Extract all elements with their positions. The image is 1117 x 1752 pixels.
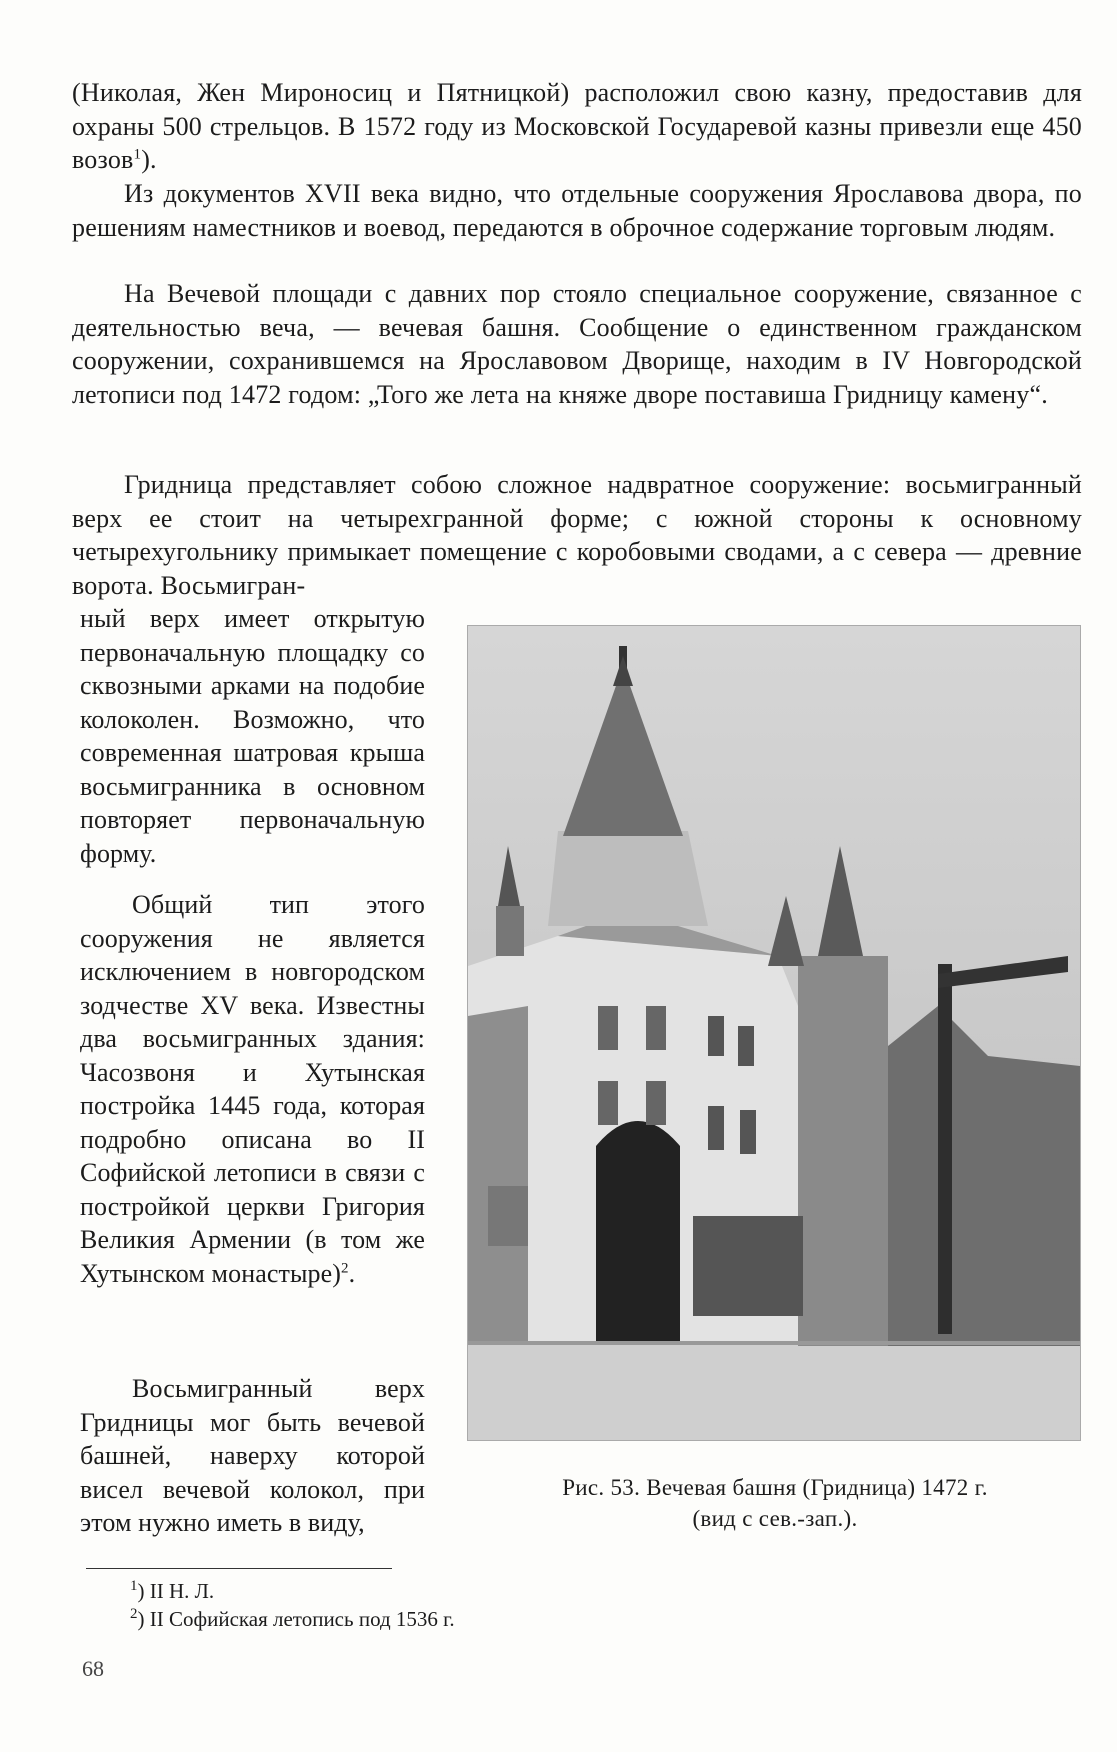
page-number: 68 <box>82 1656 104 1681</box>
footnote-divider <box>86 1568 392 1569</box>
paragraph-4-wide: Гридница представляет собою сложное надвратное сооружение: восьмигранный верх ее стоит на четырехгранной форме; с южной стороны к основному четырехугольнику примыкает помещение с коробовыми сводами, а с севера — древние ворота. Восьмигран- <box>72 470 1082 600</box>
footnote-1: $^1$) II Н. Л. <box>130 1578 215 1603</box>
paragraph-4-column: ный верх имеет открытую первоначальную площадку со сквозными арками на подобие колоколен. Возможно, что современная шатровая крыша восьмигранника в основном повторяет первоначальную форму. <box>80 604 425 868</box>
paragraph-1: (Николая, Жен Мироносиц и Пятницкой) расположил свою казну, предоставив для охраны 500 стрельцов. В 1572 году из Московской Государевой казны привезли еще 450 возов$^1$). <box>72 78 1082 174</box>
footnote-ref-1: 1 <box>133 146 142 163</box>
footnote-2: $^2$) II Софийская летопись под 1536 г. <box>130 1606 455 1631</box>
figure-caption-line-2: (вид с сев.-зап.). <box>692 1506 858 1531</box>
paragraph-2: Из документов XVII века видно, что отдельные сооружения Ярославова двора, по решениям наместников и воевод, передаются в оброчное содержание торговым людям. <box>72 179 1082 242</box>
paragraph-6: Восьмигранный верх Гридницы мог быть вечевой башней, наверху которой висел вечевой колокол, при этом нужно иметь в виду, <box>80 1374 425 1537</box>
paragraph-3: На Вечевой площади с давних пор стояло специальное сооружение, связанное с деятельностью веча, — вечевая башня. Сообщение о единственном гражданском сооружении, сохранившемся на Ярославовом Дворище, находим в IV Новгородской летописи под 1472 годом: „Того же лета на княже дворе поставиша Гридницу камену“. <box>72 279 1082 409</box>
tower-photograph <box>467 625 1081 1441</box>
figure-caption-line-1: Рис. 53. Вечевая башня (Гридница) 1472 г. <box>562 1475 988 1500</box>
paragraph-5: Общий тип этого сооружения не является исключением в новгородском зодчестве XV века. Известны два восьмигранных здания: Часозвоня и Хутынская постройка 1445 года, которая подробно описана во II Софийской летописи в связи с постройкой церкви Григория Великия Армении (в том же Хутынском монастыре)$^2$. <box>80 890 425 1288</box>
footnote-ref-2: 2 <box>341 1259 349 1276</box>
